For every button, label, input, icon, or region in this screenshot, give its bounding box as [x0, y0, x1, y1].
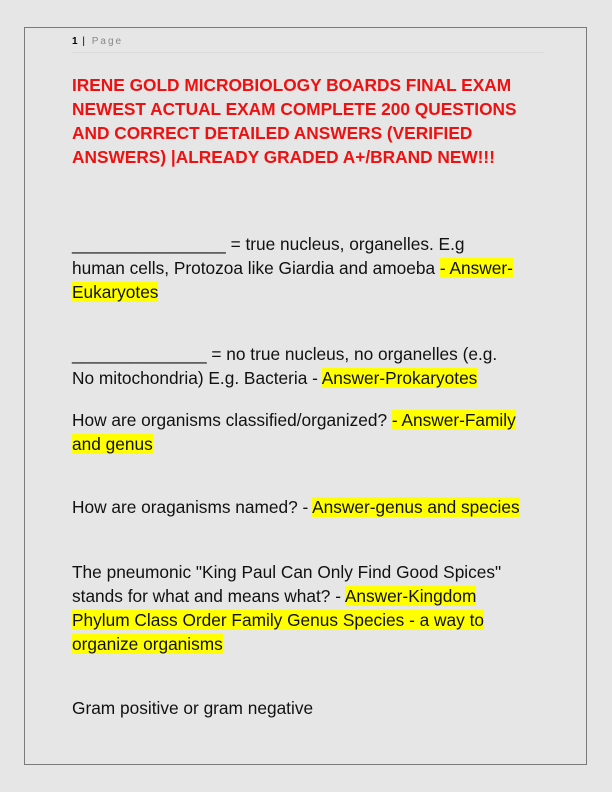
question-text: stands for what and means what? - [72, 586, 345, 606]
question-line [72, 584, 501, 608]
question-text: The pneumonic "King Paul Can Only Find Good Spices" [72, 562, 502, 582]
header-divider [72, 52, 544, 53]
header-separator: | [82, 36, 87, 47]
question-line [72, 495, 520, 519]
answer-text: Answer-Kingdom [344, 586, 477, 606]
answer-text: - Answer-Family [391, 410, 516, 430]
question-text: Gram positive or gram negative [72, 698, 314, 718]
title-line: AND CORRECT DETAILED ANSWERS (VERIFIED [72, 123, 473, 143]
document-title [72, 73, 517, 169]
question-line [72, 408, 516, 432]
title-line: NEWEST ACTUAL EXAM COMPLETE 200 QUESTIONS [72, 99, 517, 119]
question-text: human cells, Protozoa like Giardia and amoeba [72, 258, 440, 278]
question-item [72, 696, 313, 720]
question-item [72, 342, 497, 390]
answer-text: Phylum Class Order Family Genus Species - a way to [72, 610, 485, 630]
question-line [72, 366, 497, 390]
answer-text: Eukaryotes [72, 282, 159, 302]
answer-text: and genus [72, 434, 153, 454]
question-text: ______________ = no true nucleus, no organelles (e.g. [72, 344, 498, 364]
page-header [72, 36, 123, 47]
question-text: How are organisms classified/organized? [72, 410, 392, 430]
answer-text: - Answer- [439, 258, 513, 278]
question-text: How are oraganisms named? - [72, 497, 313, 517]
question-item [72, 560, 501, 656]
page-number: 1 [72, 36, 78, 47]
question-line [72, 632, 501, 656]
title-line: IRENE GOLD MICROBIOLOGY BOARDS FINAL EXAM [72, 75, 512, 95]
question-line [72, 280, 513, 304]
question-line [72, 342, 497, 366]
question-text: No mitochondria) E.g. Bacteria - [72, 368, 322, 388]
title-line: ANSWERS) |ALREADY GRADED A+/BRAND NEW!!! [72, 147, 495, 167]
question-item [72, 408, 516, 456]
question-item [72, 495, 520, 519]
question-item [72, 232, 513, 304]
answer-text: Answer-genus and species [312, 497, 520, 517]
question-text: ________________ = true nucleus, organelles. E.g [72, 234, 465, 254]
answer-text: organize organisms [72, 634, 223, 654]
question-line [72, 232, 513, 256]
page-label: Page [91, 36, 124, 47]
question-line [72, 608, 501, 632]
answer-text: Answer-Prokaryotes [321, 368, 478, 388]
question-line [72, 432, 516, 456]
question-line [72, 256, 513, 280]
question-line [72, 560, 501, 584]
question-line [72, 696, 313, 720]
